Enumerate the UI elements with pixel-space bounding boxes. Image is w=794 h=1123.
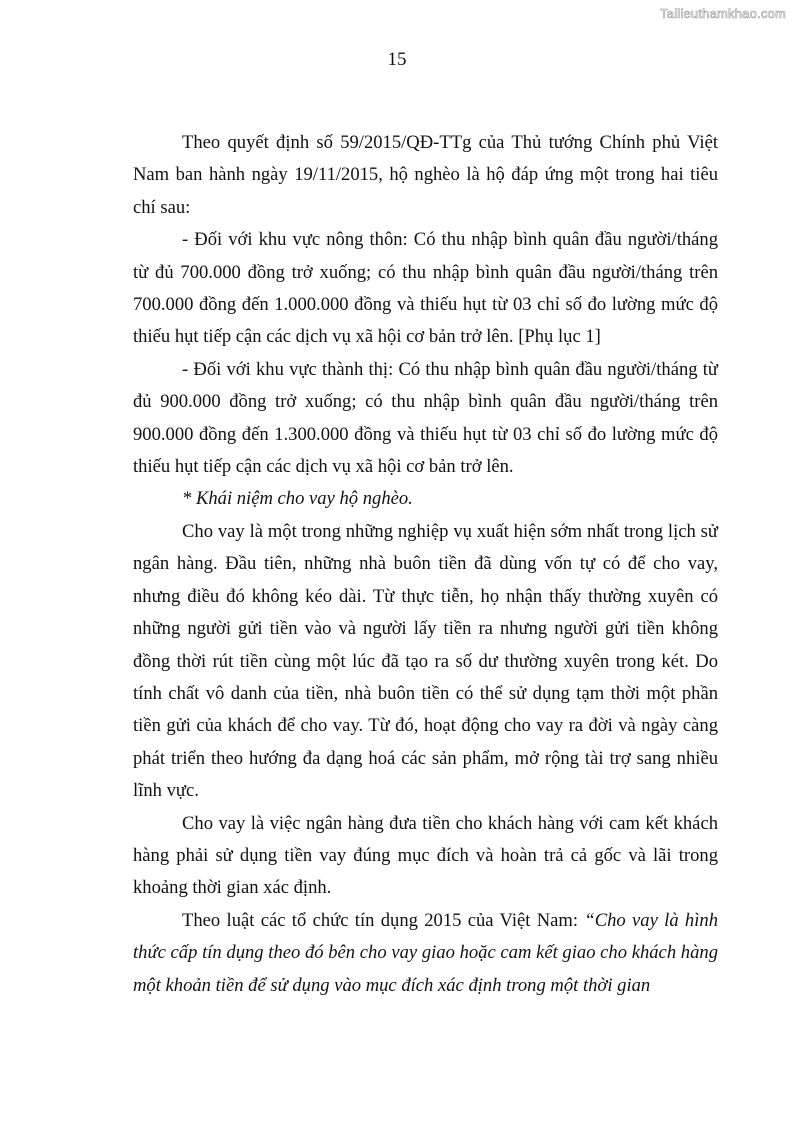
law-quote: “Cho vay là hình thức cấp tín dụng theo đó bên cho vay giao hoặc cam kết giao cho khách hàng một khoản tiền để sử dụng vào mục đích xác định trong một thời gian bbox=[133, 909, 718, 996]
watermark: Tailieuthamkhao.com bbox=[660, 6, 786, 21]
paragraph-lending-history: Cho vay là một trong những nghiệp vụ xuất hiện sớm nhất trong lịch sử ngân hàng. Đầu tiên, những nhà buôn tiền đã dùng vốn tự có để cho vay, nhưng điều đó không kéo dài. Từ thực tiễn, họ nhận thấy thường xuyên có những người gửi tiền vào và người lấy tiền ra nhưng người gửi tiền không đồng thời rút tiền cùng một lúc đã tạo ra số dư thường xuyên trong két. Do tính chất vô danh của tiền, nhà buôn tiền có thể sử dụng tạm thời một phần tiền gửi của khách để cho vay. Từ đó, hoạt động cho vay ra đời và ngày càng phát triển theo hướng đa dạng hoá các sản phẩm, mở rộng tài trợ sang nhiều lĩnh vực. bbox=[133, 520, 718, 802]
page-number: 15 bbox=[387, 49, 407, 70]
paragraph-urban-criteria: - Đối với khu vực thành thị: Có thu nhập bình quân đầu người/tháng từ đủ 900.000 đồng trở xuống; có thu nhập bình quân đầu người/tháng trên 900.000 đồng đến 1.300.000 đồng và thiếu hụt từ 03 chỉ số đo lường mức độ thiếu hụt tiếp cận các dịch vụ xã hội cơ bản trở lên. bbox=[133, 358, 718, 478]
section-heading bbox=[133, 483, 718, 515]
document-body bbox=[133, 127, 718, 1002]
law-lead: Theo luật các tổ chức tín dụng 2015 của Việt Nam: bbox=[182, 909, 585, 931]
paragraph-rural-criteria: - Đối với khu vực nông thôn: Có thu nhập bình quân đầu người/tháng từ đủ 700.000 đồng trở xuống; có thu nhập bình quân đầu người/tháng trên 700.000 đồng đến 1.000.000 đồng và thiếu hụt từ 03 chỉ số đo lường mức độ thiếu hụt tiếp cận các dịch vụ xã hội cơ bản trở lên. [Phụ lục 1] bbox=[133, 229, 718, 348]
paragraph-lending-definition: Cho vay là việc ngân hàng đưa tiền cho khách hàng với cam kết khách hàng phải sử dụng tiền vay đúng mục đích và hoàn trả cả gốc và lãi trong khoảng thời gian xác định. bbox=[133, 812, 718, 899]
paragraph-credit-law bbox=[133, 905, 718, 1002]
paragraph-poverty-decision: Theo quyết định số 59/2015/QĐ-TTg của Thủ tướng Chính phủ Việt Nam ban hành ngày 19/11/2015, hộ nghèo là hộ đáp ứng một trong hai tiêu chí sau: bbox=[133, 132, 718, 218]
section-heading-text: * Khái niệm cho vay hộ nghèo. bbox=[182, 488, 413, 510]
